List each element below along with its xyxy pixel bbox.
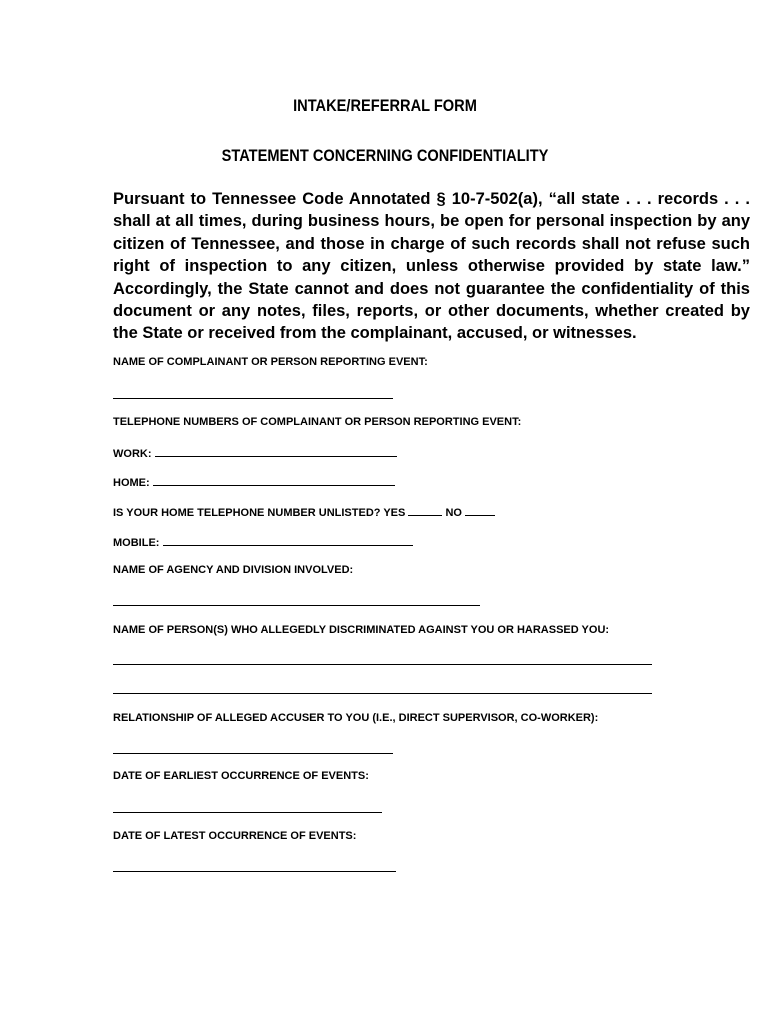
mobile-phone-row bbox=[113, 535, 413, 549]
accused-persons-label: NAME OF PERSON(S) WHO ALLEGEDLY DISCRIMINATED AGAINST YOU OR HARASSED YOU: bbox=[113, 624, 610, 636]
earliest-date-label: DATE OF EARLIEST OCCURRENCE OF EVENTS: bbox=[113, 770, 369, 782]
relationship-field[interactable] bbox=[113, 753, 393, 754]
earliest-date-field[interactable] bbox=[113, 812, 382, 813]
home-phone-row bbox=[113, 475, 395, 489]
work-phone-label: WORK: bbox=[113, 448, 152, 460]
mobile-phone-field[interactable] bbox=[163, 535, 413, 546]
unlisted-phone-row bbox=[113, 505, 495, 519]
work-phone-field[interactable] bbox=[155, 446, 397, 457]
latest-date-label: DATE OF LATEST OCCURRENCE OF EVENTS: bbox=[113, 830, 357, 842]
home-phone-label: HOME: bbox=[113, 477, 150, 489]
agency-field[interactable] bbox=[113, 605, 480, 606]
unlisted-phone-label: IS YOUR HOME TELEPHONE NUMBER UNLISTED? YES bbox=[113, 507, 406, 519]
statute-citation: Pursuant to Tennessee Code Annotated § 10-7-502(a) bbox=[113, 190, 538, 208]
statute-quote: , “all state . . . records . . . shall at all times, during business hours, be open for personal inspection by any citizen of Tennessee, and those in charge of such records shall not refuse such right of inspection to any citizen, unless otherwise provided by state law.” Accordingly, the State cannot and does not guarantee the confidentiality of this document or any notes, files, reports, or other documents, whether created by the State or received from the complainant, accused, or witnesses. bbox=[113, 190, 751, 343]
latest-date-field[interactable] bbox=[113, 871, 396, 872]
work-phone-row bbox=[113, 446, 397, 460]
confidentiality-statement bbox=[113, 188, 750, 345]
complainant-name-field[interactable] bbox=[113, 398, 393, 399]
unlisted-no-field[interactable] bbox=[465, 505, 495, 516]
agency-label: NAME OF AGENCY AND DIVISION INVOLVED: bbox=[113, 564, 354, 576]
accused-persons-field-1[interactable] bbox=[113, 664, 652, 665]
confidentiality-heading: STATEMENT CONCERNING CONFIDENTIALITY bbox=[221, 146, 549, 165]
unlisted-yes-field[interactable] bbox=[408, 505, 442, 516]
home-phone-field[interactable] bbox=[153, 475, 395, 486]
phone-numbers-label: TELEPHONE NUMBERS OF COMPLAINANT OR PERSON REPORTING EVENT: bbox=[113, 416, 522, 428]
complainant-name-label: NAME OF COMPLAINANT OR PERSON REPORTING EVENT: bbox=[113, 356, 428, 368]
relationship-label: RELATIONSHIP OF ALLEGED ACCUSER TO YOU (I.E., DIRECT SUPERVISOR, CO-WORKER): bbox=[113, 712, 599, 724]
mobile-phone-label: MOBILE: bbox=[113, 537, 160, 549]
form-title: INTAKE/REFERRAL FORM bbox=[293, 96, 477, 115]
unlisted-no-label: NO bbox=[445, 507, 462, 519]
accused-persons-field-2[interactable] bbox=[113, 693, 652, 694]
